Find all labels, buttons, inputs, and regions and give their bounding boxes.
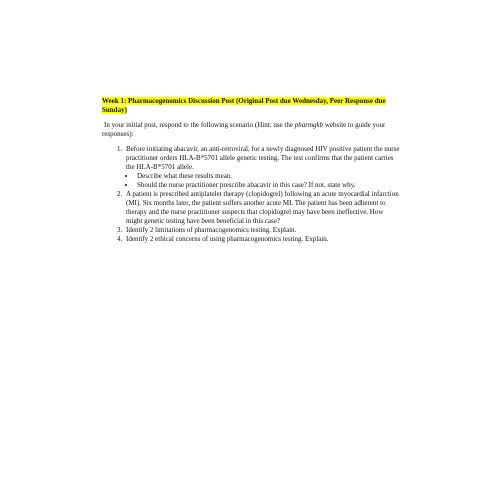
- intro-site-name: pharmgkb: [294, 121, 324, 129]
- question-item-3: [124, 226, 400, 235]
- document-content: [102, 97, 400, 244]
- intro-text-end: website to guide your responses):: [102, 121, 386, 138]
- document-title: [102, 97, 400, 115]
- question-text: Identify 2 limitations of pharmacogenomics testing. Explain.: [126, 226, 297, 234]
- question-1-subitems: [126, 172, 400, 190]
- question-item-4: [124, 235, 400, 244]
- question-list: [102, 145, 400, 244]
- title-highlight: Week 1: Pharmacogenomics Discussion Post (Original Post due Wednesday, Peer Response due Sunday): [102, 97, 386, 114]
- question-text: Identify 2 ethical concerns of using pharmacogenomics testing. Explain.: [126, 235, 329, 243]
- subitem: • Describe what these results mean.: [136, 172, 400, 181]
- subitem: • Should the nurse practitioner prescribe abacavir in this case? If not, state why.: [136, 181, 400, 190]
- question-item-2: [124, 190, 400, 226]
- question-text: A patient is prescribed antiplatelet therapy (clopidogrel) following an acute myocardial infarction (MI). Six months later, the patient suffers another acute MI. The patient has been adherent to therapy and the nurse practitioner suspects that clopidogrel may have been ineffective. How might genetic testing have been beneficial in this case?: [126, 190, 399, 225]
- intro-paragraph: [102, 121, 400, 139]
- intro-text-start: In your initial post, respond to the following scenario (Hint: use the: [104, 121, 295, 129]
- question-item-1: [124, 145, 400, 190]
- question-text: Before initiating abacavir, an anti-retroviral, for a newly diagnosed HIV positive patient the nurse practitioner orders HLA-B*5701 allele genetic testing. The test confirms that the patient carries the HLA-B*5701 allele.: [126, 145, 400, 171]
